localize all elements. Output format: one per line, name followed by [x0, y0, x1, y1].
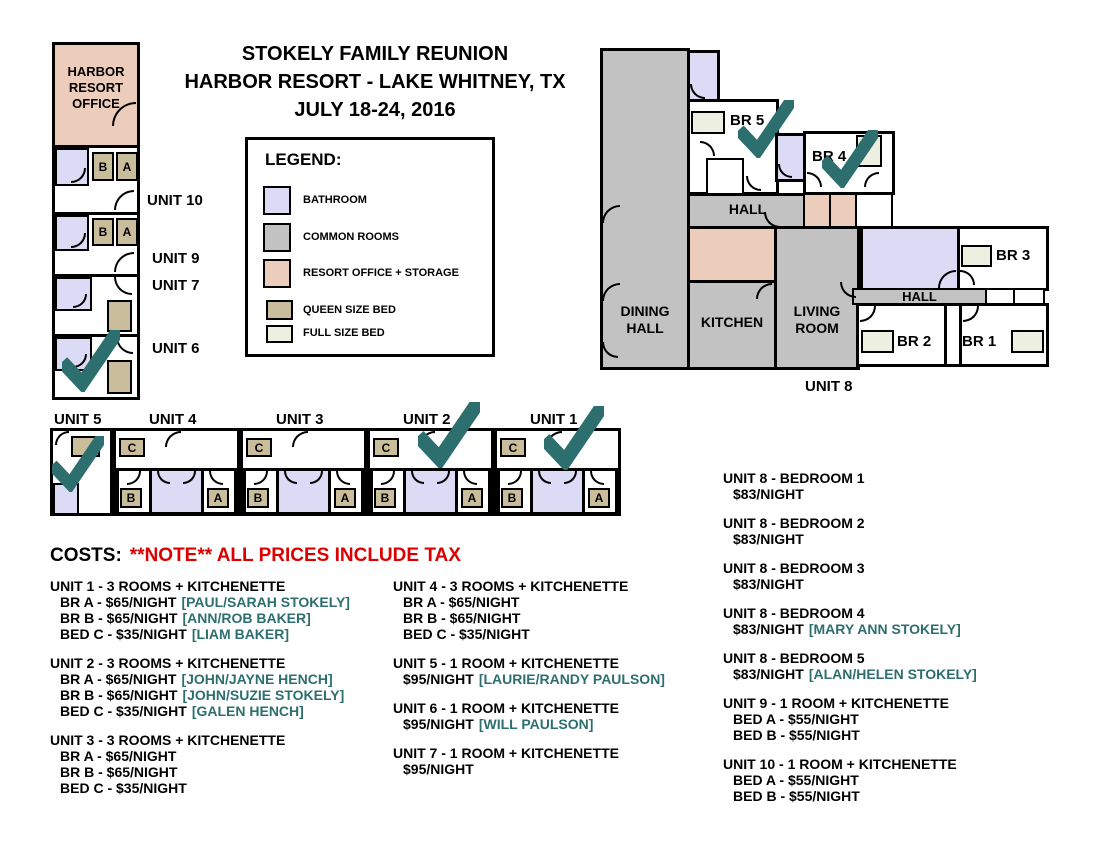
bed-b-unit-4: B [120, 488, 142, 508]
label-hall-top: HALL [728, 201, 767, 217]
cost-header: UNIT 4 - 3 ROOMS + KITCHENETTE [393, 578, 629, 594]
costs-note: **NOTE** ALL PRICES INCLUDE TAX [129, 545, 461, 566]
legend-label-full-bed: FULL SIZE BED [303, 327, 385, 339]
bed-a-unit-10: A [116, 152, 138, 181]
bed-a-unit-9: A [116, 218, 138, 246]
cost-group-unit-8-br4 [723, 605, 1093, 637]
legend-label-resort-office: RESORT OFFICE + STORAGE [303, 267, 459, 279]
cost-line: BED B - $55/NIGHT [733, 788, 860, 804]
cost-line: BR A - $65/NIGHT [PAUL/SARAH STOKELY] [60, 594, 350, 610]
bed-a-unit-4: A [207, 488, 229, 508]
cost-group-unit-4 [393, 578, 713, 642]
closet-storage-2 [829, 193, 857, 228]
cost-header: UNIT 2 - 3 ROOMS + KITCHENETTE [50, 655, 286, 671]
legend-heading: LEGEND: [265, 150, 342, 169]
cost-line: $83/NIGHT [733, 531, 804, 547]
label-br5: BR 5 [730, 112, 765, 129]
cost-header: UNIT 10 - 1 ROOM + KITCHENETTE [723, 756, 957, 772]
cost-line: BR B - $65/NIGHT [60, 764, 178, 780]
room-storage [687, 226, 777, 283]
label-br3: BR 3 [996, 247, 1031, 264]
cost-header: UNIT 8 - BEDROOM 3 [723, 560, 865, 576]
cost-line: BR B - $65/NIGHT [403, 610, 521, 626]
label-br2: BR 2 [897, 333, 932, 350]
legend-label-bathroom: BATHROOM [303, 194, 367, 206]
label-unit-6: UNIT 6 [152, 340, 200, 357]
bed-b-unit-1: B [501, 488, 523, 508]
legend-swatch-resort-office [263, 259, 291, 288]
cost-header: UNIT 3 - 3 ROOMS + KITCHENETTE [50, 732, 286, 748]
cost-header: UNIT 8 - BEDROOM 5 [723, 650, 865, 666]
cost-header: UNIT 8 - BEDROOM 2 [723, 515, 865, 531]
cost-line: BED C - $35/NIGHT [403, 626, 530, 642]
cost-group-unit-3 [50, 732, 390, 796]
costs-column-3 [723, 470, 1093, 817]
costs-heading [50, 545, 461, 567]
label-br4: BR 4 [812, 148, 847, 165]
costs-column-2 [393, 578, 713, 790]
label-kitchen: KITCHEN [700, 314, 764, 330]
cost-header: UNIT 5 - 1 ROOM + KITCHENETTE [393, 655, 619, 671]
bed-a-unit-3: A [334, 488, 356, 508]
legend-swatch-bathroom [263, 186, 291, 215]
label-unit-1: UNIT 1 [530, 411, 578, 428]
cost-line: BED B - $55/NIGHT [733, 727, 860, 743]
cost-line: $83/NIGHT [MARY ANN STOKELY] [733, 621, 961, 637]
label-living-room: LIVING ROOM [793, 303, 841, 336]
label-unit-8: UNIT 8 [805, 378, 853, 395]
cost-group-unit-7 [393, 745, 713, 777]
checkmark-icon [62, 330, 120, 392]
bed-br5 [691, 111, 725, 134]
cost-line: BR A - $65/NIGHT [JOHN/JAYNE HENCH] [60, 671, 333, 687]
cost-group-unit-9 [723, 695, 1093, 743]
cost-line: BR A - $65/NIGHT [403, 594, 520, 610]
label-unit-9: UNIT 9 [152, 250, 200, 267]
cost-line: BR A - $65/NIGHT [60, 748, 177, 764]
bed-b-unit-2: B [374, 488, 396, 508]
closet-br5 [706, 158, 744, 195]
legend-label-common-rooms: COMMON ROOMS [303, 231, 399, 243]
checkmark-icon [52, 436, 104, 492]
label-unit-7: UNIT 7 [152, 277, 200, 294]
label-hall-right: HALL [902, 289, 937, 304]
cost-line: BR B - $65/NIGHT [JOHN/SUZIE STOKELY] [60, 687, 345, 703]
legend-swatch-queen-bed [266, 300, 293, 320]
label-dining-hall: DINING HALL [620, 303, 670, 336]
title-line3: JULY 18-24, 2016 [294, 99, 456, 121]
room-living-room [774, 226, 860, 370]
cost-line: BED C - $35/NIGHT [60, 780, 187, 796]
cost-line: $83/NIGHT [ALAN/HELEN STOKELY] [733, 666, 977, 682]
label-unit-10: UNIT 10 [147, 192, 203, 209]
cost-line: $95/NIGHT [WILL PAULSON] [403, 716, 594, 732]
bed-br1 [1011, 330, 1044, 353]
bed-unit-7 [107, 300, 132, 332]
cost-group-unit-8-br2 [723, 515, 1093, 547]
checkmark-icon [544, 406, 604, 470]
bed-a-unit-1: A [588, 488, 610, 508]
costs-column-1 [50, 578, 390, 809]
cost-group-unit-2 [50, 655, 390, 719]
legend-swatch-full-bed [266, 325, 293, 343]
cost-line: BED C - $35/NIGHT [LIAM BAKER] [60, 626, 290, 642]
cost-header: UNIT 8 - BEDROOM 4 [723, 605, 865, 621]
cost-line: $95/NIGHT [LAURIE/RANDY PAULSON] [403, 671, 665, 687]
cost-header: UNIT 9 - 1 ROOM + KITCHENETTE [723, 695, 949, 711]
cost-line: $95/NIGHT [403, 761, 474, 777]
bed-c-unit-4: C [119, 438, 145, 457]
cost-line: BED A - $55/NIGHT [733, 772, 859, 788]
page-title [130, 40, 620, 124]
cost-line: $83/NIGHT [733, 576, 804, 592]
cost-header: UNIT 1 - 3 ROOMS + KITCHENETTE [50, 578, 286, 594]
bed-a-unit-2: A [461, 488, 483, 508]
label-unit-3: UNIT 3 [276, 411, 324, 428]
bed-b-unit-10: B [92, 152, 114, 181]
checkmark-icon [418, 402, 480, 468]
bed-br2 [861, 330, 894, 353]
legend-box [245, 137, 495, 357]
bed-br3 [961, 245, 992, 267]
label-unit-2: UNIT 2 [403, 411, 451, 428]
cost-line: BED C - $35/NIGHT [GALEN HENCH] [60, 703, 304, 719]
cost-group-unit-10 [723, 756, 1093, 804]
title-line1: STOKELY FAMILY REUNION [241, 43, 509, 65]
cost-header: UNIT 7 - 1 ROOM + KITCHENETTE [393, 745, 619, 761]
label-unit-4: UNIT 4 [149, 411, 197, 428]
costs-label: COSTS: [50, 545, 122, 566]
cost-line: BED A - $55/NIGHT [733, 711, 859, 727]
label-harbor-resort-office: HARBOR RESORT OFFICE [67, 64, 125, 111]
label-unit-5: UNIT 5 [54, 411, 102, 428]
bed-c-unit-2: C [373, 438, 399, 457]
legend-swatch-common-rooms [263, 223, 291, 252]
cost-group-unit-8-br3 [723, 560, 1093, 592]
label-br1: BR 1 [962, 333, 997, 350]
cost-group-unit-5 [393, 655, 713, 687]
closet-br4 [855, 193, 893, 228]
bed-c-unit-3: C [246, 438, 272, 457]
title-line2: HARBOR RESORT - LAKE WHITNEY, TX [184, 71, 566, 93]
cost-line: BR B - $65/NIGHT [ANN/ROB BAKER] [60, 610, 311, 626]
cost-line: $83/NIGHT [733, 486, 804, 502]
bed-b-unit-9: B [92, 218, 114, 246]
cost-group-unit-8-br1 [723, 470, 1093, 502]
bed-b-unit-3: B [247, 488, 269, 508]
checkmark-icon [822, 130, 878, 188]
cost-group-unit-6 [393, 700, 713, 732]
legend-label-queen-bed: QUEEN SIZE BED [303, 304, 396, 316]
cost-header: UNIT 8 - BEDROOM 1 [723, 470, 865, 486]
bed-c-unit-1: C [500, 438, 526, 457]
cost-group-unit-8-br5 [723, 650, 1093, 682]
cost-group-unit-1 [50, 578, 390, 642]
cost-header: UNIT 6 - 1 ROOM + KITCHENETTE [393, 700, 619, 716]
